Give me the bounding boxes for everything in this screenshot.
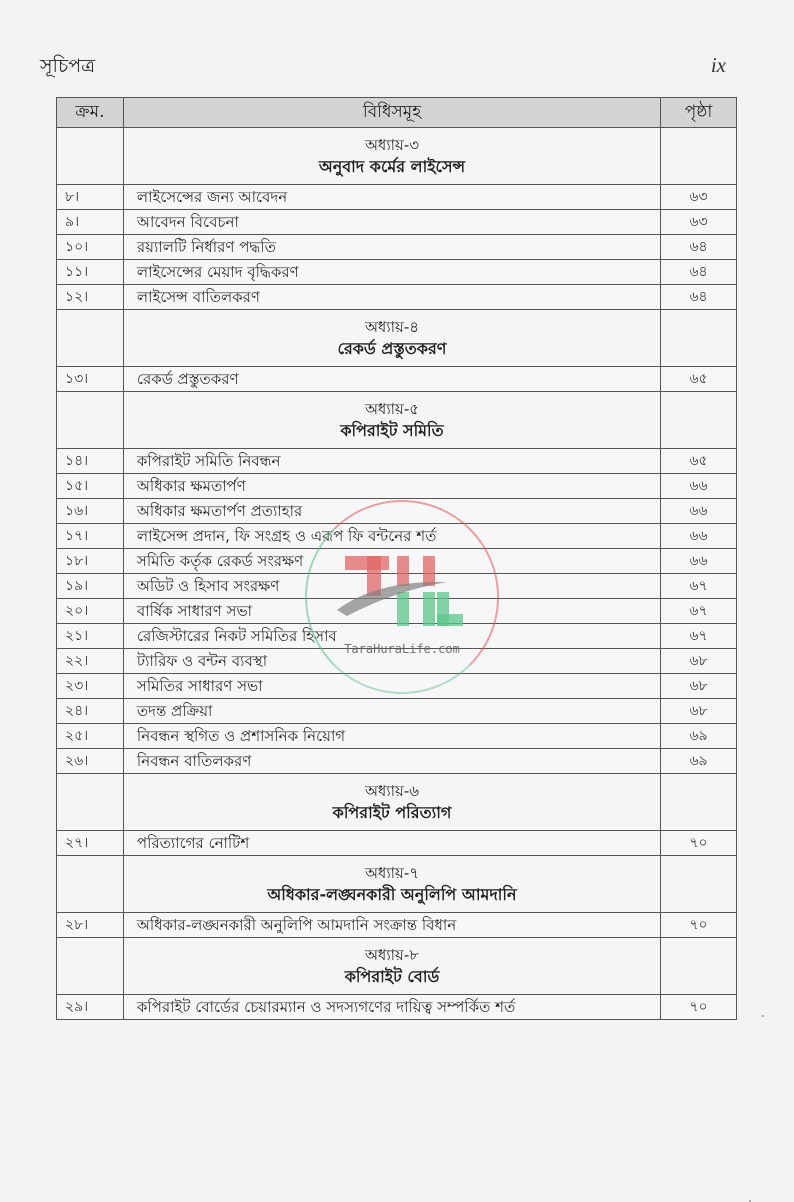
page-ref: ৬৭ xyxy=(661,574,737,599)
serial-number: ১০। xyxy=(57,235,124,260)
chapter-cell xyxy=(123,774,660,831)
page-ref: ৬৮ xyxy=(661,674,737,699)
rule-title: অধিকার ক্ষমতার্পণ xyxy=(123,474,660,499)
page-ref: ৬৬ xyxy=(661,524,737,549)
chapter-title: কপিরাইট সমিতি xyxy=(340,420,444,440)
serial-number: ১৫। xyxy=(57,474,124,499)
header-rules: বিধিসমূহ xyxy=(123,98,660,128)
rule-title: লাইসেন্স বাতিলকরণ xyxy=(123,285,660,310)
serial-number: ১৭। xyxy=(57,524,124,549)
chapter-label: অধ্যায়-৬ xyxy=(364,781,420,800)
chapter-page-cell xyxy=(661,392,737,449)
table-row xyxy=(57,599,737,624)
table-row xyxy=(57,831,737,856)
serial-number: ২৯। xyxy=(57,995,124,1020)
table-row xyxy=(57,699,737,724)
page-ref: ৬৮ xyxy=(661,649,737,674)
table-row xyxy=(57,474,737,499)
serial-number: ২০। xyxy=(57,599,124,624)
chapter-row xyxy=(57,392,737,449)
table-row xyxy=(57,210,737,235)
chapter-num-cell xyxy=(57,392,124,449)
table-row xyxy=(57,649,737,674)
table-row xyxy=(57,724,737,749)
page-ref: ৬৪ xyxy=(661,260,737,285)
page-number: ix xyxy=(710,53,726,77)
rule-title: নিবন্ধন বাতিলকরণ xyxy=(123,749,660,774)
table-row xyxy=(57,185,737,210)
chapter-title: রেকর্ড প্রস্তুতকরণ xyxy=(337,338,447,358)
rule-title: লাইসেন্স প্রদান, ফি সংগ্রহ ও এরূপ ফি বন্টনের শর্ত xyxy=(123,524,660,549)
rule-title: অধিকার ক্ষমতার্পণ প্রত্যাহার xyxy=(123,499,660,524)
rule-title: নিবন্ধন স্থগিত ও প্রশাসনিক নিয়োগ xyxy=(123,724,660,749)
chapter-cell xyxy=(123,392,660,449)
serial-number: ২৩। xyxy=(57,674,124,699)
chapter-num-cell xyxy=(57,856,124,913)
serial-number: ১৯। xyxy=(57,574,124,599)
rule-title: লাইসেন্সের মেয়াদ বৃদ্ধিকরণ xyxy=(123,260,660,285)
page-ref: ৬৫ xyxy=(661,449,737,474)
chapter-label: অধ্যায়-৩ xyxy=(364,135,420,154)
chapter-label: অধ্যায়-৭ xyxy=(364,863,420,882)
chapter-cell xyxy=(123,128,660,185)
serial-number: ১৬। xyxy=(57,499,124,524)
rule-title: বার্ষিক সাধারণ সভা xyxy=(123,599,660,624)
chapter-page-cell xyxy=(661,774,737,831)
table-row xyxy=(57,995,737,1020)
header-serial: ক্রম. xyxy=(57,98,124,128)
page-ref: ৭০ xyxy=(661,831,737,856)
rule-title: ট্যারিফ ও বন্টন ব্যবস্থা xyxy=(123,649,660,674)
chapter-label: অধ্যায়-৮ xyxy=(364,945,420,964)
chapter-row xyxy=(57,856,737,913)
serial-number: ১১। xyxy=(57,260,124,285)
table-row xyxy=(57,367,737,392)
chapter-row xyxy=(57,310,737,367)
serial-number: ১২। xyxy=(57,285,124,310)
rule-title: সমিতি কর্তৃক রেকর্ড সংরক্ষণ xyxy=(123,549,660,574)
chapter-num-cell xyxy=(57,774,124,831)
table-header-row xyxy=(57,98,737,128)
chapter-num-cell xyxy=(57,938,124,995)
table-row xyxy=(57,260,737,285)
table-row xyxy=(57,574,737,599)
table-row xyxy=(57,235,737,260)
page-ref: ৬৬ xyxy=(661,499,737,524)
page-ref: ৬৯ xyxy=(661,724,737,749)
rule-title: অধিকার-লঙ্ঘনকারী অনুলিপি আমদানি সংক্রান্ত বিধান xyxy=(123,913,660,938)
chapter-row xyxy=(57,774,737,831)
serial-number: ১৪। xyxy=(57,449,124,474)
page-ref: ৭০ xyxy=(661,995,737,1020)
chapter-label: অধ্যায়-৫ xyxy=(364,399,420,418)
table-row xyxy=(57,749,737,774)
header-page: পৃষ্ঠা xyxy=(661,98,737,128)
table-row xyxy=(57,449,737,474)
page-ref: ৬৩ xyxy=(661,210,737,235)
serial-number: ২৭। xyxy=(57,831,124,856)
rule-title: রেকর্ড প্রস্তুতকরণ xyxy=(123,367,660,392)
serial-number: ২২। xyxy=(57,649,124,674)
chapter-cell xyxy=(123,856,660,913)
page-ref: ৬৯ xyxy=(661,749,737,774)
rule-title: কপিরাইট সমিতি নিবন্ধন xyxy=(123,449,660,474)
serial-number: ৮। xyxy=(57,185,124,210)
page-ref: ৬৫ xyxy=(661,367,737,392)
chapter-num-cell xyxy=(57,310,124,367)
running-title: সূচিপত্র xyxy=(40,55,96,77)
table-row xyxy=(57,285,737,310)
serial-number: ১৮। xyxy=(57,549,124,574)
chapter-title: কপিরাইট পরিত্যাগ xyxy=(332,802,452,822)
chapter-page-cell xyxy=(661,128,737,185)
chapter-num-cell xyxy=(57,128,124,185)
rule-title: কপিরাইট বোর্ডের চেয়ারম্যান ও সদস্যগণের দায়িত্ব সম্পর্কিত শর্ত xyxy=(123,995,660,1020)
table-row xyxy=(57,524,737,549)
page-ref: ৬৬ xyxy=(661,474,737,499)
chapter-page-cell xyxy=(661,856,737,913)
page-ref: ৬৪ xyxy=(661,235,737,260)
chapter-page-cell xyxy=(661,938,737,995)
serial-number: ১৩। xyxy=(57,367,124,392)
chapter-row xyxy=(57,938,737,995)
serial-number: ২৫। xyxy=(57,724,124,749)
serial-number: ২৪। xyxy=(57,699,124,724)
serial-number: ২৬। xyxy=(57,749,124,774)
rule-title: সমিতির সাধারণ সভা xyxy=(123,674,660,699)
page-ref: ৬৭ xyxy=(661,599,737,624)
page-ref: ৬৩ xyxy=(661,185,737,210)
table-row xyxy=(57,499,737,524)
rule-title: তদন্ত প্রক্রিয়া xyxy=(123,699,660,724)
table-row xyxy=(57,624,737,649)
page-ref: ৬৪ xyxy=(661,285,737,310)
page-ref: ৬৮ xyxy=(661,699,737,724)
chapter-title: অধিকার-লঙ্ঘনকারী অনুলিপি আমদানি xyxy=(267,884,517,904)
rule-title: রেজিস্টারের নিকট সমিতির হিসাব xyxy=(123,624,660,649)
chapter-title: কপিরাইট বোর্ড xyxy=(344,966,440,986)
rule-title: আবেদন বিবেচনা xyxy=(123,210,660,235)
chapter-title: অনুবাদ কর্মের লাইসেন্স xyxy=(318,156,466,176)
rule-title: রয়্যালটি নির্ধারণ পদ্ধতি xyxy=(123,235,660,260)
table-row xyxy=(57,549,737,574)
serial-number: ২১। xyxy=(57,624,124,649)
table-row xyxy=(57,674,737,699)
chapter-row xyxy=(57,128,737,185)
table-of-contents xyxy=(56,97,737,1020)
serial-number: ৯। xyxy=(57,210,124,235)
serial-number: ২৮। xyxy=(57,913,124,938)
chapter-cell xyxy=(123,938,660,995)
table-body xyxy=(57,128,737,1020)
chapter-page-cell xyxy=(661,310,737,367)
table-row xyxy=(57,913,737,938)
watermark-site: TaraHuraLife.com xyxy=(344,642,460,656)
page-header xyxy=(40,52,726,84)
rule-title: লাইসেন্সের জন্য আবেদন xyxy=(123,185,660,210)
rule-title: অডিট ও হিসাব সংরক্ষণ xyxy=(123,574,660,599)
page-ref: ৬৬ xyxy=(661,549,737,574)
chapter-cell xyxy=(123,310,660,367)
page-ref: ৬৭ xyxy=(661,624,737,649)
rule-title: পরিত্যাগের নোটিশ xyxy=(123,831,660,856)
page-ref: ৭০ xyxy=(661,913,737,938)
chapter-label: অধ্যায়-৪ xyxy=(364,317,420,336)
